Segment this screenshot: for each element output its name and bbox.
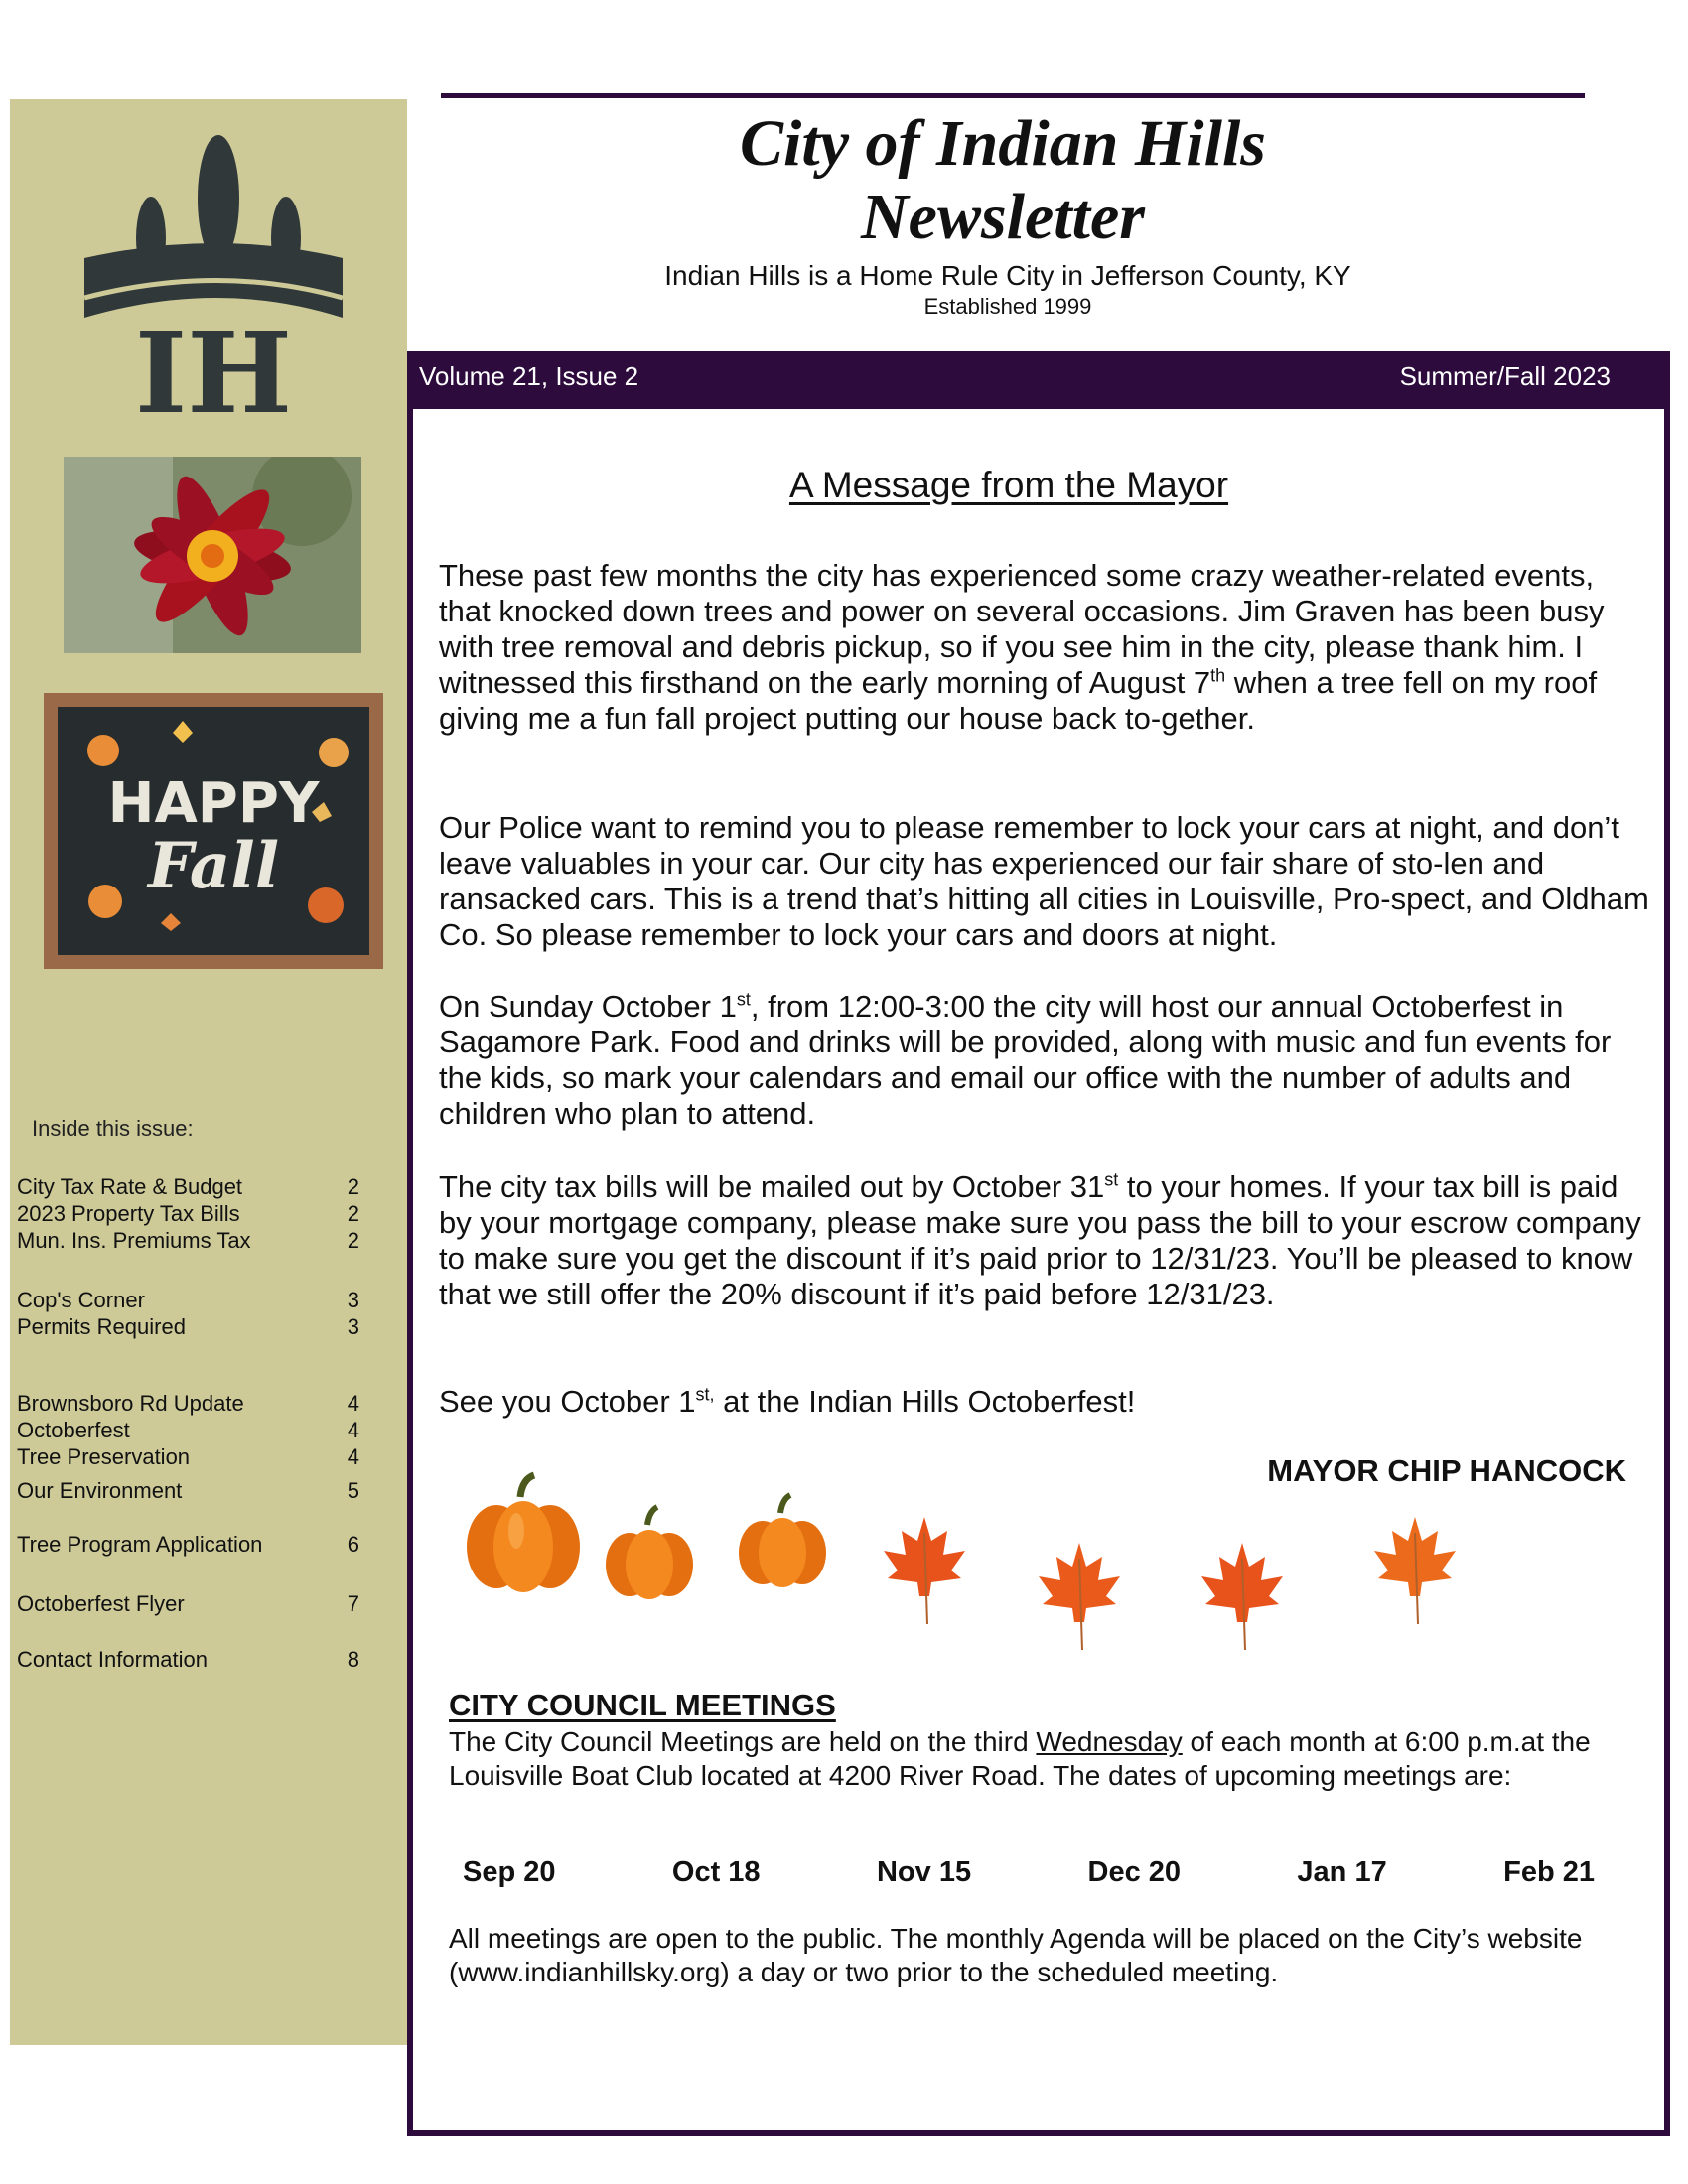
sidebar (10, 99, 407, 2045)
p4-text-a: The city tax bills will be mailed out by October 31 (439, 1169, 1105, 1204)
toc-item-page: 2 (347, 1201, 359, 1226)
toc-item-page: 4 (347, 1391, 359, 1416)
header-rule (441, 93, 1585, 98)
sign-fall-text: Fall (147, 829, 280, 903)
toc-item-label: Octoberfest (17, 1418, 130, 1442)
toc-item (17, 1227, 359, 1254)
council-text-a: The City Council Meetings are held on the third (449, 1726, 1037, 1757)
p1-sup: th (1210, 665, 1226, 686)
council-text-b: of each month at 6:00 p.m.at the Louisville Boat Club located at 4200 River Road. The dates of upcoming meetings are: (449, 1726, 1591, 1791)
volume-issue: Volume 21, Issue 2 (419, 361, 639, 391)
toc-item-page: 3 (347, 1288, 359, 1312)
meeting-date: Feb 21 (1503, 1856, 1595, 1888)
toc-item-page: 2 (347, 1174, 359, 1199)
title-line-1: City of Indian Hills (740, 107, 1266, 180)
council-meetings-text (449, 1725, 1640, 1793)
public-meeting-note: All meetings are open to the public. The monthly Agenda will be placed on the City’s website (www.indianhillsky.org) a day or two prior to the scheduled meeting. (449, 1923, 1583, 1987)
mayor-paragraph-5 (439, 1384, 1652, 1420)
happy-fall-sign (44, 693, 383, 969)
toc-item-page: 3 (347, 1314, 359, 1339)
logo-text: IH (134, 309, 293, 427)
toc-item-label: Permits Required (17, 1314, 186, 1339)
toc-item (17, 1477, 359, 1504)
toc-group (17, 1531, 359, 1558)
maple-leaf-icon (1035, 1539, 1124, 1653)
p1-text-a: These past few months the city has experienced some crazy weather-related events, that knocked down trees and power on several occasions. Jim Graven has been busy with tree removal and debris pickup, so if you see him in the city, please thank him. I witnessed this firsthand on the early morning of August 7 (439, 558, 1605, 700)
meeting-date: Nov 15 (876, 1856, 972, 1888)
mayor-paragraph-4 (439, 1169, 1652, 1312)
meeting-date: Sep 20 (463, 1856, 556, 1888)
mayor-paragraph-3 (439, 989, 1652, 1132)
mayor-signature: MAYOR CHIP HANCOCK (1267, 1453, 1626, 1488)
subtitle: Indian Hills is a Home Rule City in Jefferson County, KY (664, 260, 1351, 291)
meeting-dates (463, 1856, 1595, 1889)
toc-item (17, 1200, 359, 1227)
p5-text-a: See you October 1 (439, 1384, 696, 1419)
sign-happy-text: HAPPY (107, 771, 320, 836)
toc-item (17, 1313, 359, 1340)
mayor-paragraph-2: Our Police want to remind you to please remember to lock your cars at night, and don’t leave valuables in your car. Our city has experienced our fair share of sto-len and ransacked cars. This is a trend that’s hitting all cities in Louisville, Pro-spect, and Oldham Co. So please remember to lock your cars and doors at night. (439, 810, 1649, 952)
council-meetings-heading: CITY COUNCIL MEETINGS (449, 1688, 836, 1722)
toc-group (17, 1477, 359, 1504)
toc-item-label: Tree Program Application (17, 1532, 263, 1557)
toc-group (17, 1173, 359, 1254)
toc-item-page: 4 (347, 1444, 359, 1469)
toc-item-label: Cop's Corner (17, 1288, 145, 1312)
established-date: Established 1999 (923, 294, 1092, 319)
toc-item-label: Contact Information (17, 1647, 208, 1672)
toc-item (17, 1443, 359, 1470)
p3-text-b: , from 12:00-3:00 the city will host our annual Octoberfest in Sagamore Park. Food and drinks will be provided, along with music and fun events for the kids, so mark your calendars and email our office with the number of adults and children who plan to attend. (439, 989, 1612, 1131)
title-line-2: Newsletter (861, 181, 1145, 253)
p3-text-a: On Sunday October 1 (439, 989, 737, 1024)
p5-text-b: at the Indian Hills Octoberfest! (714, 1384, 1136, 1419)
toc-group (17, 1287, 359, 1340)
p1-text-b: when a tree fell on my roof giving me a fun fall project putting our house back to-gether. (439, 665, 1598, 736)
toc-item-page: 6 (347, 1532, 359, 1557)
toc-item (17, 1287, 359, 1313)
mayor-message-heading: A Message from the Mayor (788, 465, 1229, 505)
toc-item (17, 1531, 359, 1558)
toc-item-label: Brownsboro Rd Update (17, 1391, 244, 1416)
pumpkin-icon (733, 1491, 832, 1590)
main-content-box (407, 409, 1670, 2136)
toc-item (17, 1390, 359, 1417)
p4-text-b: to your homes. If your tax bill is paid by your mortgage company, please make sure you pass the bill to your escrow company to make sure you get the discount if it’s paid prior to 12/31/23. You’ll be pleased to know that we still offer the 20% discount if it’s paid before 12/31/23. (439, 1169, 1641, 1311)
toc-item (17, 1417, 359, 1443)
toc-group (17, 1646, 359, 1673)
season-year: Summer/Fall 2023 (1399, 361, 1611, 391)
meeting-date: Dec 20 (1087, 1856, 1182, 1888)
city-logo (79, 129, 348, 427)
p5-sup: st, (695, 1384, 715, 1405)
p3-sup: st (736, 989, 751, 1010)
maple-leaf-icon (1370, 1513, 1460, 1627)
toc-group (17, 1390, 359, 1470)
toc-item-label: Tree Preservation (17, 1444, 191, 1469)
pumpkin-icon (459, 1469, 588, 1598)
toc-item-page: 4 (347, 1418, 359, 1442)
toc-item (17, 1646, 359, 1673)
toc-item-page: 8 (347, 1647, 359, 1672)
newsletter-title (437, 107, 1569, 254)
toc-item-label: Octoberfest Flyer (17, 1591, 185, 1616)
toc-item-label: Mun. Ins. Premiums Tax (17, 1228, 251, 1253)
toc-item (17, 1173, 359, 1200)
toc-item-page: 7 (347, 1591, 359, 1616)
council-text-day: Wednesday (1036, 1726, 1183, 1757)
mayor-paragraph-1 (439, 558, 1652, 737)
toc-item-page: 5 (347, 1478, 359, 1503)
meeting-date: Jan 17 (1297, 1856, 1387, 1888)
pumpkin-icon (600, 1503, 699, 1602)
toc-group (17, 1590, 359, 1617)
meeting-date: Oct 18 (671, 1856, 761, 1888)
p4-sup: st (1104, 1169, 1119, 1190)
toc-item-label: Our Environment (17, 1478, 183, 1503)
toc-item (17, 1590, 359, 1617)
maple-leaf-icon (880, 1513, 969, 1627)
inside-issue-title: Inside this issue: (32, 1116, 194, 1141)
toc-item-page: 2 (347, 1228, 359, 1253)
toc-item-label: City Tax Rate & Budget (17, 1174, 243, 1199)
maple-leaf-icon (1197, 1539, 1287, 1653)
volume-bar (407, 351, 1670, 409)
daylily-photo (64, 457, 361, 653)
toc-item-label: 2023 Property Tax Bills (17, 1201, 240, 1226)
